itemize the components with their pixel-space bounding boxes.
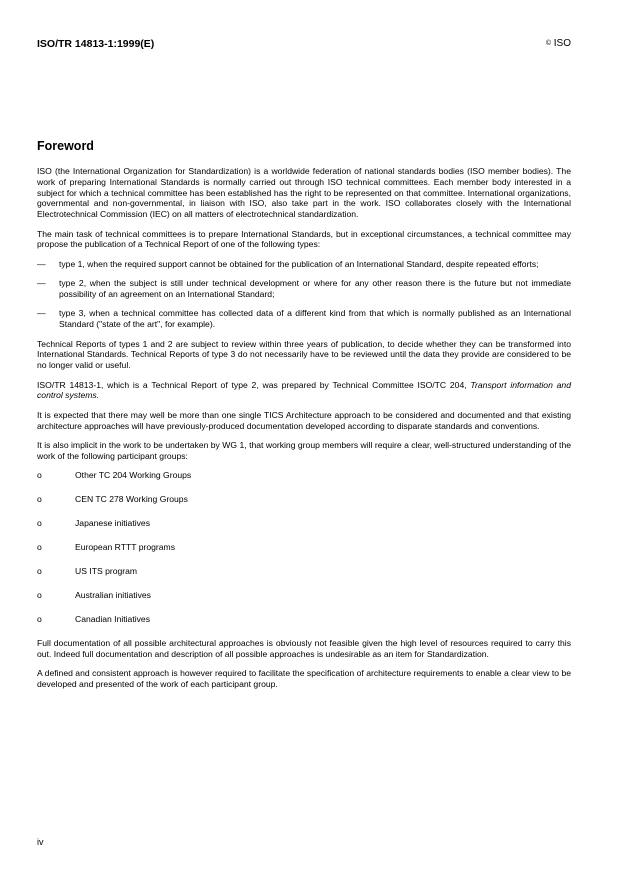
list-item-text: Canadian Initiatives [75, 613, 151, 624]
paragraph-iso-intro: ISO (the International Organization for Standardization) is a worldwide federation of national standards bodies (ISO member bodies). The work of preparing International Standards is normally carried out through ISO technical committees. Each member body interested in a subject for which a technical committee has been established has the right to be represented on that committee. International organizations, governmental and non-governmental, in liaison with ISO, also take part in the work. ISO collaborates closely with the International Electrotechnical Commission (IEC) on all matters of electrotechnical standardization. [37, 166, 571, 220]
bullet-marker: o [37, 470, 42, 481]
dash-marker: — [37, 278, 46, 289]
committee-name: Transport information and control systems. [37, 379, 571, 401]
list-item [37, 542, 571, 553]
bullet-marker: o [37, 590, 42, 600]
paragraph-architecture: It is expected that there may well be more than one single TICS Architecture approach to be considered and documented and that existing architecture approaches will have previously-produced documentation developed according to disparate standards and conventions. [37, 409, 571, 431]
participant-groups-list [37, 470, 571, 625]
list-item [37, 566, 571, 577]
copyright-notice [546, 38, 571, 49]
page-number: iv [37, 837, 44, 847]
bullet-marker: o [37, 613, 42, 624]
document-id: ISO/TR 14813-1:1999(E) [37, 38, 155, 50]
list-item-text: US ITS program [75, 566, 138, 577]
list-item-text: Other TC 204 Working Groups [75, 470, 192, 481]
list-item [37, 518, 571, 529]
list-item-text: Japanese initiatives [75, 518, 151, 529]
bullet-marker: o [37, 542, 42, 553]
paragraph-full-documentation: Full documentation of all possible architectural approaches is obviously not feasible given the high level of resources required to carry this out. Indeed full documentation and description of all possible approaches is undesirable as an item for Standardization. [37, 637, 571, 659]
list-item-text: type 1, when the required support cannot be obtained for the publication of an International Standard, despite repeated efforts; [59, 258, 539, 269]
section-title: Foreword [37, 139, 94, 153]
list-item-text: CEN TC 278 Working Groups [75, 494, 188, 505]
list-item-type-3 [37, 308, 571, 330]
list-item-type-2 [37, 278, 571, 300]
paragraph-prepared-by [37, 380, 571, 402]
paragraph-review: Technical Reports of types 1 and 2 are subject to review within three years of publication, to decide whether they can be transformed into International Standards. Technical Reports of type 3 do not necessarily have to be reviewed until the data they provide are considered to be no longer valid or useful. [37, 338, 571, 371]
list-item [37, 614, 571, 625]
copyright-symbol: © [545, 40, 551, 47]
bullet-marker: o [37, 566, 42, 577]
prepared-by-text: ISO/TR 14813-1, which is a Technical Report of type 2, was prepared by Technical Committee ISO/TC 204, [37, 379, 471, 390]
paragraph-technical-committees: The main task of technical committees is to prepare International Standards, but in exceptional circumstances, a technical committee may propose the publication of a Technical Report of one of the following types: [37, 228, 571, 250]
paragraph-working-group: It is also implicit in the work to be undertaken by WG 1, that working group members will require a clear, well-structured understanding of the work of the following participant groups: [37, 439, 571, 461]
list-item-text: type 3, when a technical committee has collected data of a different kind from that which is normally published as an International Standard ("state of the art", for example). [59, 308, 571, 330]
dash-marker: — [37, 308, 46, 319]
paragraph-defined-approach: A defined and consistent approach is however required to facilitate the specification of architecture requirements to enable a clear view to be developed and presented of the work of each participant group. [37, 668, 571, 689]
list-item [37, 494, 571, 505]
list-item [37, 590, 571, 601]
list-item [37, 470, 571, 481]
bullet-marker: o [37, 494, 42, 505]
foreword-body [37, 166, 571, 698]
list-item-text: European RTTT programs [75, 542, 175, 553]
list-item-text: type 2, when the subject is still under technical development or where for any other reason there is the future but not immediate possibility of an agreement on an International Standard; [59, 278, 571, 299]
list-item-type-1 [37, 259, 571, 270]
bullet-marker: o [37, 518, 42, 529]
dash-marker: — [37, 258, 46, 269]
list-item-text: Australian initiatives [75, 590, 151, 600]
page-header [37, 38, 571, 52]
copyright-owner: ISO [553, 38, 571, 49]
